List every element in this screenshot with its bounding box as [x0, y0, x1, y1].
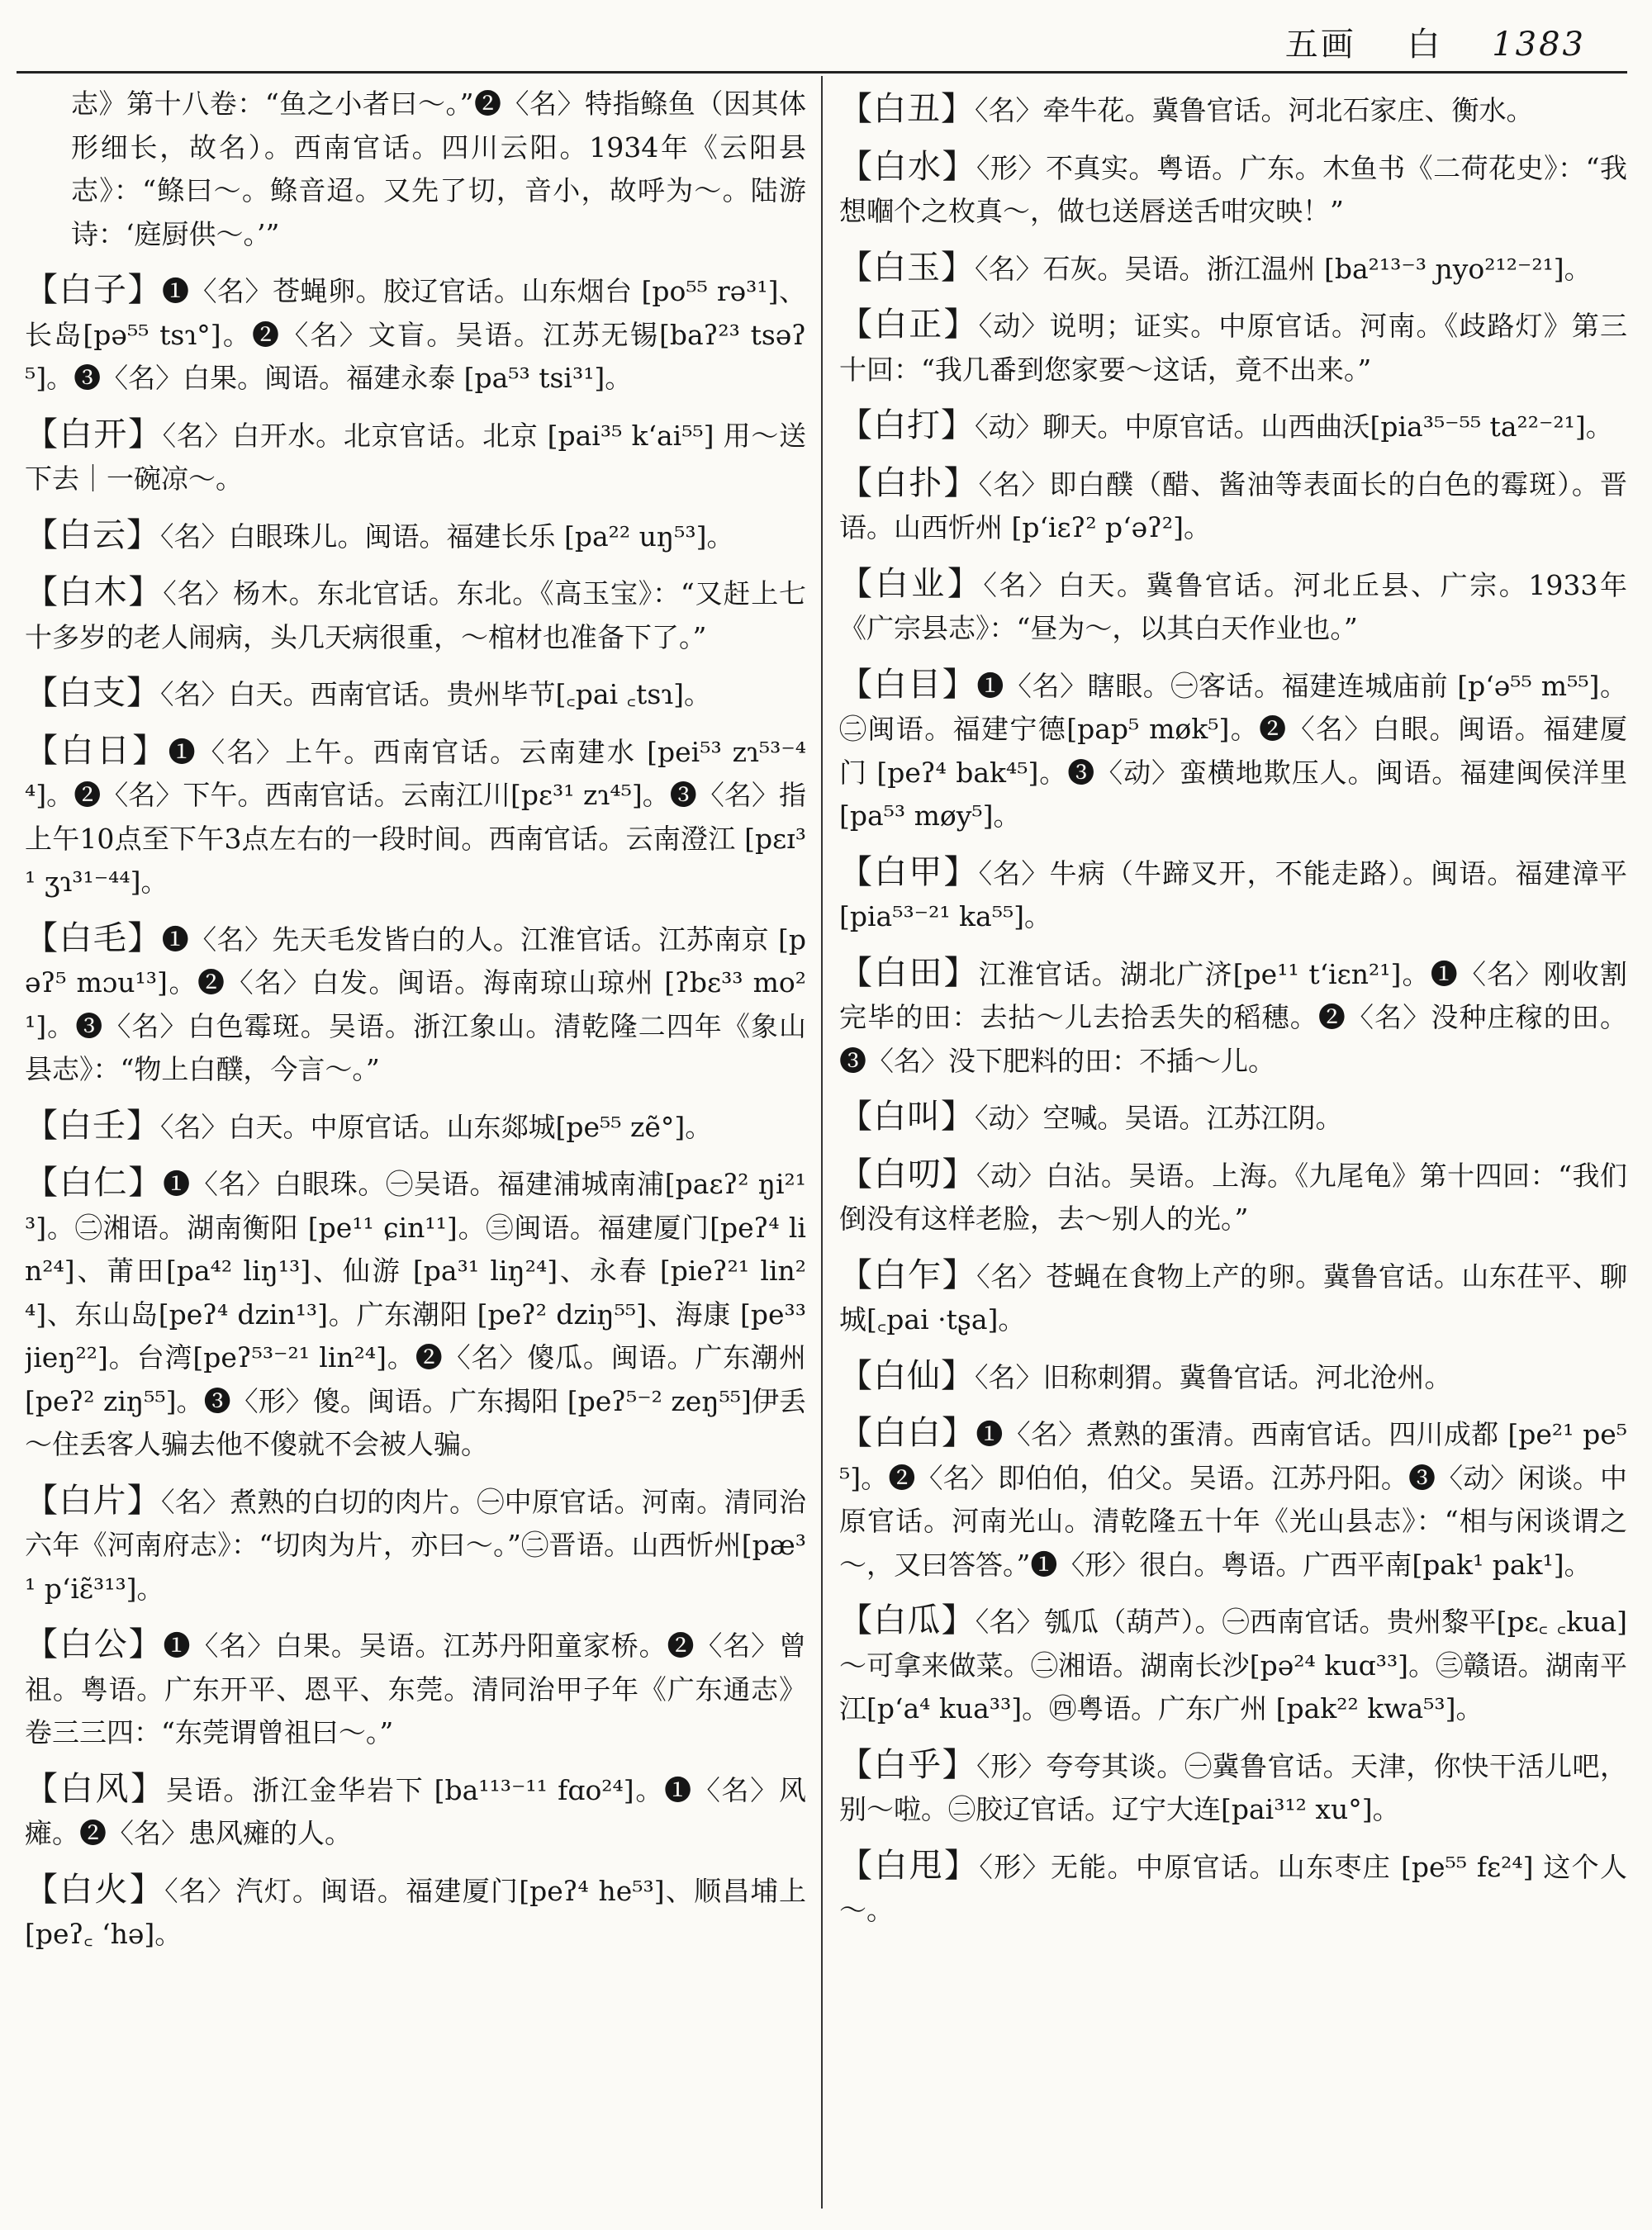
- entry-headword: 【白业】: [839, 564, 984, 603]
- entry-definition: 〈名〉即白醭（醋、酱油等表面长的白色的霉斑）。晋语。山西忻州 [p‘iɛʔ² p‘əʔ²]。: [839, 467, 1627, 543]
- entry-headword: 【白子】: [25, 271, 163, 309]
- page-number: 1383: [1492, 26, 1586, 64]
- entry-definition: 〈形〉夸夸其谈。㊀冀鲁官话。天津，你快干活儿吧，别～啦。㊁胶辽官话。辽宁大连[pai³¹² xu°]。: [839, 1749, 1627, 1825]
- entry-headword: 【白乎】: [839, 1745, 977, 1784]
- entry-headword: 【白风】: [25, 1769, 166, 1808]
- entry-headword: 【白开】: [25, 415, 163, 453]
- entry-headword: 【白乍】: [839, 1255, 977, 1294]
- entry-headword: 【白毛】: [25, 918, 162, 957]
- radical: 白: [1407, 26, 1443, 64]
- entry-definition: ❶〈名〉煮熟的蛋清。西南官话。四川成都 [pe²¹ pe⁵⁵]。❷〈名〉即伯伯，伯父。吴语。江苏丹阳。❸〈动〉闲谈。中原官话。河南光山。清乾隆五十年《光山县志》：“相与闲谈谓之～，又曰答答。”❶〈形〉很白。粤语。广西平南[pak¹ pak¹]。: [839, 1418, 1627, 1581]
- entry-definition: ❶〈名〉瞎眼。㊀客话。福建连城庙前 [p‘ə⁵⁵ m⁵⁵]。㊁闽语。福建宁德[pap⁵ møk⁵]。❷〈名〉白眼。闽语。福建厦门 [peʔ⁴ bak⁴⁵]。❸〈动〉蛮横地欺压人。闽语。福建闽侯洋里[pa⁵³ møy⁵]。: [839, 669, 1627, 832]
- entry-definition: 〈名〉牛病（牛蹄叉开，不能走路）。闽语。福建漳平[pia⁵³⁻²¹ ka⁵⁵]。: [839, 856, 1627, 932]
- dictionary-entry: [25, 1868, 806, 1957]
- dictionary-entry: [25, 1104, 806, 1150]
- entry-headword: 【白瓜】: [839, 1601, 976, 1639]
- entry-headword: 【白田】: [839, 953, 979, 992]
- dictionary-entry: [839, 1254, 1627, 1342]
- entry-definition: 志》第十八卷：“鱼之小者曰～。”❷〈名〉特指鲦鱼（因其体形细长，故名）。西南官话。四川云阳。1934年《云阳县志》：“鲦曰～。鲦音迢。又先了切，音小，故呼为～。陆游诗：‘庭厨供～。’”: [71, 88, 806, 250]
- header-rule: [17, 71, 1627, 74]
- dictionary-entry: [839, 1095, 1627, 1141]
- left-entries: [25, 83, 806, 1957]
- entry-definition: 〈名〉汽灯。闽语。福建厦门[peʔ⁴ he⁵³]、顺昌埔上[peʔ꜀ ‘hə]。: [25, 1874, 806, 1950]
- dictionary-entry: [25, 571, 806, 659]
- entry-definition: 〈名〉杨木。东北官话。东北。《高玉宝》：“又赶上七十多岁的老人闹病，头几天病很重，～棺材也准备下了。”: [25, 577, 806, 653]
- entry-definition: ❶〈名〉白果。吴语。江苏丹阳童家桥。❷〈名〉曾祖。粤语。广东开平、恩平、东莞。清同治甲子年《广东通志》卷三三四：“东莞谓曾祖曰～。”: [25, 1630, 806, 1748]
- dictionary-entry: [25, 1479, 806, 1611]
- entry-definition: ❶〈名〉上午。西南官话。云南建水 [pei⁵³ zɿ⁵³⁻⁴⁴]。❷〈名〉下午。西南官话。云南江川[pɛ³¹ zɿ⁴⁵]。❸〈名〉指上午10点至下午3点左右的一段时间。西南官话。云南澄江 [pɛɪ³¹ ʒɿ³¹⁻⁴⁴]。: [25, 735, 806, 898]
- entry-definition: 〈名〉牵牛花。冀鲁官话。河北石家庄、衡水。: [975, 94, 1534, 126]
- dictionary-entry: [839, 851, 1627, 939]
- column-divider: [821, 76, 823, 2209]
- running-head: [1285, 18, 1586, 65]
- entry-definition: 〈名〉苍蝇在食物上产的卵。冀鲁官话。山东茌平、聊城[꜀pai ·tʂa]。: [839, 1260, 1627, 1336]
- dictionary-entry: [25, 1161, 806, 1467]
- dictionary-entry: [839, 1355, 1627, 1400]
- dictionary-entry: [839, 145, 1627, 234]
- dictionary-entry: [25, 917, 806, 1092]
- dictionary-entry: [25, 729, 806, 904]
- entry-headword: 【白扑】: [839, 463, 979, 502]
- entry-headword: 【白打】: [839, 406, 975, 444]
- dictionary-entry: [839, 88, 1627, 133]
- entry-definition: 〈名〉白开水。北京官话。北京 [pai³⁵ k‘ai⁵⁵] 用～送下去｜一碗凉～。: [25, 419, 806, 495]
- entry-headword: 【白叨】: [839, 1155, 977, 1193]
- entry-definition: 〈名〉白眼珠儿。闽语。福建长乐 [pa²² uŋ⁵³]。: [160, 520, 734, 553]
- entry-headword: 【白仙】: [839, 1356, 975, 1395]
- dictionary-entry: [25, 671, 806, 717]
- entry-headword: 【白壬】: [25, 1106, 160, 1145]
- entry-headword: 【白玉】: [839, 248, 975, 287]
- entry-headword: 【白仁】: [25, 1164, 164, 1202]
- entry-definition: ❶〈名〉苍蝇卵。胶辽官话。山东烟台 [po⁵⁵ rə³¹]、长岛[pə⁵⁵ tsɿ°]。❷〈名〉文盲。吴语。江苏无锡[baʔ²³ tsəʔ⁵]。❸〈名〉白果。闽语。福建永泰 [pa⁵³ tsi³¹]。: [25, 275, 806, 394]
- entry-definition: 〈名〉白天。中原官话。山东郯城[pe⁵⁵ zẽ°]。: [160, 1110, 713, 1143]
- dictionary-entry: [839, 663, 1627, 838]
- entry-definition: 〈名〉白天。西南官话。贵州毕节[꜀pai ꜀tsɿ]。: [160, 678, 712, 710]
- entry-definition: 〈动〉聊天。中原官话。山西曲沃[pia³⁵⁻⁵⁵ ta²²⁻²¹]。: [975, 410, 1613, 443]
- entry-headword: 【白支】: [25, 674, 160, 712]
- dictionary-entry: [25, 1623, 806, 1755]
- dictionary-entry: [25, 1767, 806, 1856]
- entry-headword: 【白片】: [25, 1481, 161, 1520]
- dictionary-entry: [25, 268, 806, 401]
- stroke-section: 五画: [1284, 26, 1356, 64]
- dictionary-entry: [839, 562, 1627, 651]
- dictionary-entry: [839, 1599, 1627, 1731]
- entry-headword: 【白目】: [839, 665, 977, 704]
- entry-definition: 〈名〉白天。冀鲁官话。河北丘县、广宗。1933年《广宗县志》：“昼为～，以其白天作业也。”: [839, 568, 1627, 644]
- right-column: [839, 83, 1627, 2213]
- entry-headword: 【白甲】: [839, 852, 979, 891]
- dictionary-entry: [25, 413, 806, 501]
- dictionary-entry: [839, 246, 1627, 292]
- entry-definition: 吴语。浙江金华岩下 [ba¹¹³⁻¹¹ fɑo²⁴]。❶〈名〉风瘫。❷〈名〉患风瘫的人。: [25, 1773, 806, 1849]
- dictionary-entry: [839, 303, 1627, 391]
- entry-definition: 〈名〉旧称刺猬。冀鲁官话。河北沧州。: [975, 1360, 1452, 1393]
- entry-definition: 〈动〉白沾。吴语。上海。《九尾龟》第十四回：“我们倒没有这样老脸，去～别人的光。”: [839, 1159, 1627, 1235]
- entry-headword: 【白日】: [25, 731, 169, 770]
- dictionary-entry: [839, 404, 1627, 449]
- entry-headword: 【白正】: [839, 306, 979, 344]
- entry-headword: 【白火】: [25, 1870, 165, 1909]
- right-entries: [839, 83, 1627, 1933]
- dictionary-entry: [839, 1153, 1627, 1241]
- dictionary-entry: [839, 462, 1627, 550]
- dictionary-entry: [839, 1844, 1627, 1933]
- entry-headword: 【白木】: [25, 573, 164, 611]
- entry-headword: 【白公】: [25, 1625, 164, 1663]
- entry-definition: ❶〈名〉白眼珠。㊀吴语。福建浦城南浦[paɛʔ² ŋi²¹³]。㊁湘语。湖南衡阳 [pe¹¹ ɕin¹¹]。㊂闽语。福建厦门[peʔ⁴ lin²⁴]、莆田[pa⁴² liŋ¹³]、仙游 [pa³¹ liŋ²⁴]、永春 [pieʔ²¹ lin²⁴]、东山岛[peʔ⁴ dzin¹³]。广东潮阳 [peʔ² dziŋ⁵⁵]、海康 [pe³³ jieŋ²²]。台湾[peʔ⁵³⁻²¹ lin²⁴]。❷〈名〉傻瓜。闽语。广东潮州 [peʔ² ziŋ⁵⁵]。❸〈形〉傻。闽语。广东揭阳 [peʔ⁵⁻² zeŋ⁵⁵]伊丢～住丢客人骗去他不傻就不会被人骗。: [25, 1168, 806, 1460]
- dictionary-entry: [839, 1412, 1627, 1587]
- left-column: [25, 83, 806, 2213]
- entry-headword: 【白白】: [839, 1414, 976, 1452]
- dictionary-entry: [25, 514, 806, 559]
- dictionary-entry: [839, 951, 1627, 1084]
- entry-definition: ❶〈名〉先天毛发皆白的人。江淮官话。江苏南京 [pəʔ⁵ mɔu¹³]。❷〈名〉白发。闽语。海南琼山琼州 [ʔbɛ³³ mo²¹]。❸〈名〉白色霉斑。吴语。浙江象山。清乾隆二四年《象山县志》：“物上白醭，今言～。”: [25, 923, 806, 1085]
- entry-headword: 【白水】: [839, 147, 977, 186]
- entry-headword: 【白甩】: [839, 1846, 980, 1885]
- entry-headword: 【白云】: [25, 515, 160, 554]
- entry-definition: 〈形〉不真实。粤语。广东。木鱼书《二荷花史》：“我想嗰个之枚真～，做乜送唇送舌咁灾映！”: [839, 151, 1627, 227]
- entry-definition: 〈动〉空喊。吴语。江苏江阴。: [975, 1102, 1343, 1134]
- entry-definition: 〈名〉石灰。吴语。浙江温州 [ba²¹³⁻³ ɲyo²¹²⁻²¹]。: [975, 252, 1592, 285]
- entry-headword: 【白丑】: [839, 90, 975, 128]
- entry-definition: 〈名〉瓠瓜（葫芦）。㊀西南官话。贵州黎平[pɛ꜀ ꜀kua]～可拿来做菜。㊁湘语。湖南长沙[pə²⁴ kuɑ³³]。㊂赣语。湖南平江[p‘a⁴ kua³³]。㊃粤语。广东广州 [pak²² kwa⁵³]。: [839, 1606, 1627, 1725]
- entry-definition: 〈形〉无能。中原官话。山东枣庄 [pe⁵⁵ fɛ²⁴] 这个人～。: [839, 1850, 1627, 1926]
- entry-definition: 〈名〉煮熟的白切的肉片。㊀中原官话。河南。清同治六年《河南府志》：“切肉为片，亦曰～。”㊁晋语。山西忻州[pæ³¹ p‘iɛ̃³¹³]。: [25, 1485, 806, 1605]
- page-header: [0, 0, 1652, 71]
- entry-definition: 江淮官话。湖北广济[pe¹¹ t‘iɛn²¹]。❶〈名〉刚收割完毕的田：去拈～儿去拾丢失的稻穗。❷〈名〉没种庄稼的田。❸〈名〉没下肥料的田：不插～儿。: [839, 957, 1627, 1077]
- entry-headword: 【白叫】: [839, 1098, 975, 1136]
- dictionary-entry: [25, 83, 806, 256]
- entry-definition: 〈动〉说明；证实。中原官话。河南。《歧路灯》第三十回：“我几番到您家要～这话，竟不出来。”: [839, 310, 1627, 386]
- dictionary-entry: [839, 1744, 1627, 1832]
